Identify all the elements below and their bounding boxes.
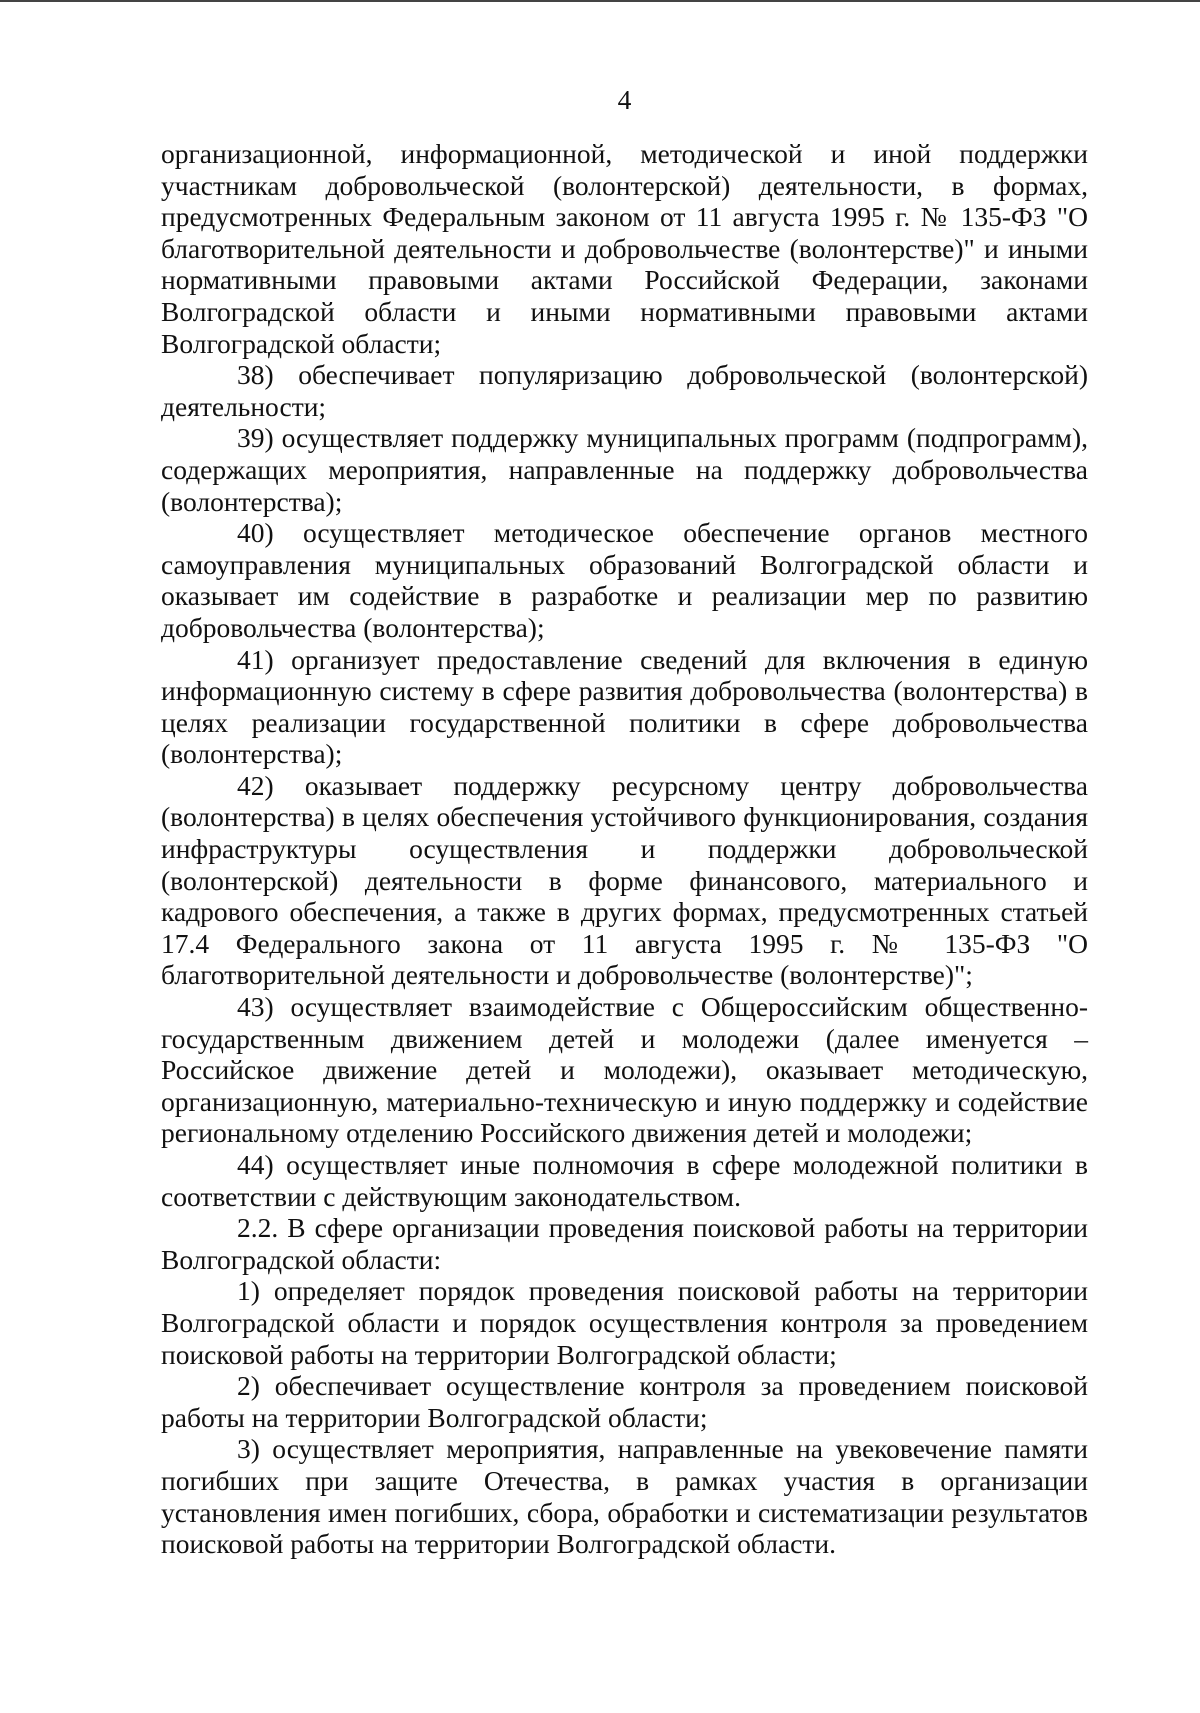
top-edge-rule: [0, 0, 1200, 2]
paragraph-item-44: 44) осуществляет иные полномочия в сфере молодежной политики в соответствии с действующим законодательством.: [161, 1149, 1088, 1212]
paragraph-item-42: 42) оказывает поддержку ресурсному центру добровольчества (волонтерства) в целях обеспечения устойчивого функционирования, создания инфраструктуры осуществления и поддержки добровольческой (волонтерской) деятельности в форме финансового, материального и кадрового обеспечения, а также в других формах, предусмотренных статьей 17.4 Федерального закона от 11 августа 1995 г. № 135-ФЗ "О благотворительной деятельности и добровольчестве (волонтерстве)";: [161, 769, 1088, 991]
paragraph-item-39: 39) осуществляет поддержку муниципальных программ (подпрограмм), содержащих мероприятия, направленные на поддержку добровольчества (волонтерства);: [161, 422, 1088, 517]
paragraph-item-40: 40) осуществляет методическое обеспечение органов местного самоуправления муниципальных образований Волгоградской области и оказывает им содействие в разработке и реализации мер по развитию добровольчества (волонтерства);: [161, 517, 1088, 643]
paragraph-item-41: 41) организует предоставление сведений для включения в единую информационную систему в сфере развития добровольчества (волонтерства) в целях реализации государственной политики в сфере добровольчества (волонтерства);: [161, 643, 1088, 770]
page-number: 4: [617, 84, 632, 115]
paragraph-2-2-item-3: 3) осуществляет мероприятия, направленные на увековечение памяти погибших при защите Отечества, в рамках участия в организации установления имен погибших, сбора, обработки и систематизации результатов поисковой работы на территории Волгоградской области.: [161, 1433, 1088, 1560]
paragraph-item-43: 43) осуществляет взаимодействие с Общероссийским общественно-государственным движением детей и молодежи (далее именуется – Российское движение детей и молодежи), оказывает методическую, организационную, материально-техническую и иную поддержку и содействие региональному отделению Российского движения детей и молодежи;: [161, 991, 1088, 1149]
document-body: [161, 138, 1088, 1560]
section-2-2-heading: 2.2. В сфере организации проведения поисковой работы на территории Волгоградской области:: [161, 1212, 1088, 1275]
paragraph-item-38: 38) обеспечивает популяризацию добровольческой (волонтерской) деятельности;: [161, 359, 1088, 422]
paragraph-2-2-item-2: 2) обеспечивает осуществление контроля за проведением поисковой работы на территории Волгоградской области;: [161, 1370, 1088, 1433]
paragraph-2-2-item-1: 1) определяет порядок проведения поисковой работы на территории Волгоградской области и порядок осуществления контроля за проведением поисковой работы на территории Волгоградской области;: [161, 1275, 1088, 1370]
paragraph-continuation: организационной, информационной, методической и иной поддержки участникам добровольческой (волонтерской) деятельности, в формах, предусмотренных Федеральным законом от 11 августа 1995 г. № 135-ФЗ "О благотворительной деятельности и добровольчестве (волонтерстве)" и иными нормативными правовыми актами Российской Федерации, законами Волгоградской области и иными нормативными правовыми актами Волгоградской области;: [161, 138, 1088, 359]
